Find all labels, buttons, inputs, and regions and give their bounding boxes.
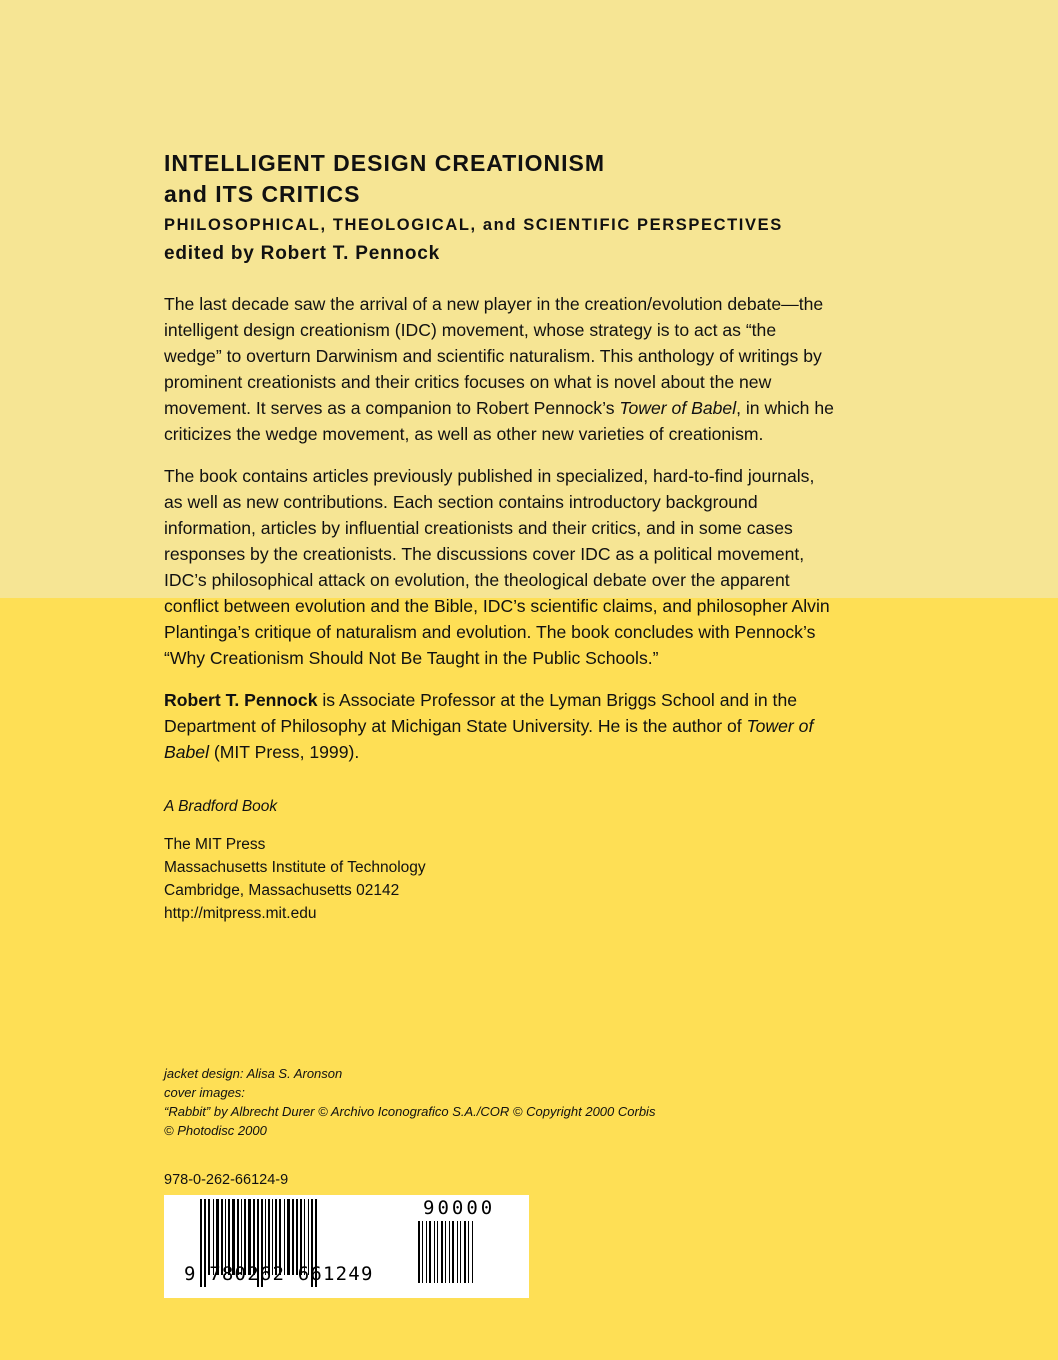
jacket-credit: jacket design: Alisa S. Aronson [164, 1066, 343, 1081]
barcode-bar [445, 1221, 446, 1283]
barcode-bar [468, 1221, 469, 1283]
book-title [164, 148, 834, 210]
barcode-bar [457, 1221, 458, 1283]
bio-author-name: Robert T. Pennock [164, 690, 318, 710]
imprint-label: A Bradford Book [164, 798, 278, 815]
publisher-city: Cambridge, Massachusetts 02142 [164, 882, 400, 899]
publisher-name: The MIT Press [164, 836, 266, 853]
barcode-digits: 9 780262 661249 [184, 1263, 374, 1285]
book-subtitle: PHILOSOPHICAL, THEOLOGICAL, and SCIENTIFIC PERSPECTIVES [164, 216, 783, 234]
barcode [164, 1195, 529, 1298]
barcode-bar [441, 1221, 443, 1283]
barcode-bar [429, 1221, 431, 1283]
title-line-1: INTELLIGENT DESIGN CREATIONISM [164, 150, 606, 176]
publisher-url[interactable]: http://mitpress.mit.edu [164, 905, 317, 922]
publisher-institution: Massachusetts Institute of Technology [164, 859, 426, 876]
book-editor: edited by Robert T. Pennock [164, 243, 441, 264]
para1-book-title: Tower of Babel [619, 398, 737, 418]
barcode-bar [460, 1221, 461, 1283]
description-paragraph-2: The book contains articles previously published in specialized, hard-to-find journals, as well as new contributions. Each section contains introductory background information, articles by influential creationists and their critics, and in some cases responses by the creationists. The discussions cover IDC as a political movement, IDC’s philosophical attack on evolution, the theological debate over the apparent conflict between evolution and the Bible, IDC’s scientific claims, and philosopher Alvin Plantinga’s critique of naturalism and evolution. The book concludes with Pennock’s “Why Creationism Should Not Be Taught in the Public Schools.” [164, 466, 830, 668]
barcode-bar [426, 1221, 427, 1283]
cover-image-credit-2: © Photodisc 2000 [164, 1123, 267, 1138]
isbn-number: 978-0-262-66124-9 [164, 1172, 289, 1188]
barcode-bar [464, 1221, 466, 1283]
cover-credits [164, 1064, 834, 1140]
cover-images-label: cover images: [164, 1085, 245, 1100]
description-paragraph-1 [164, 291, 834, 447]
back-cover-content [164, 148, 834, 925]
barcode-bar [449, 1221, 450, 1283]
para1-text-before: The last decade saw the arrival of a new player in the creation/evolution debate—the intelligent design creationism (IDC) movement, whose strategy is to act as “the wedge” to overturn Darwinism and scientific naturalism. This anthology of writings by prominent creationists and their critics focuses on what is novel about the new movement. It serves as a companion to Robert Pennock’s [164, 294, 824, 418]
barcode-addon-digits: 90000 [423, 1197, 496, 1219]
barcode-bar [422, 1221, 423, 1283]
barcode-bar [434, 1221, 435, 1283]
bio-text-after: (MIT Press, 1999). [209, 742, 360, 762]
cover-image-credit-1: “Rabbit” by Albrecht Durer © Archivo Iconografico S.A./COR © Copyright 2000 Corbis [164, 1104, 656, 1119]
barcode-bar [418, 1221, 420, 1283]
bio-book-title: Tower of Babel [164, 716, 814, 762]
barcode-bar [452, 1221, 454, 1283]
barcode-bar [437, 1221, 438, 1283]
author-bio [164, 687, 834, 765]
barcode-bar [472, 1221, 473, 1283]
para1-text-after: , in which he criticizes the wedge movement, as well as other new varieties of creationism. [164, 398, 834, 444]
bio-text: is Associate Professor at the Lyman Briggs School and in the Department of Philosophy at Michigan State University. He is the author of [164, 690, 798, 736]
publisher-block [164, 833, 834, 925]
title-line-2: and ITS CRITICS [164, 181, 361, 207]
